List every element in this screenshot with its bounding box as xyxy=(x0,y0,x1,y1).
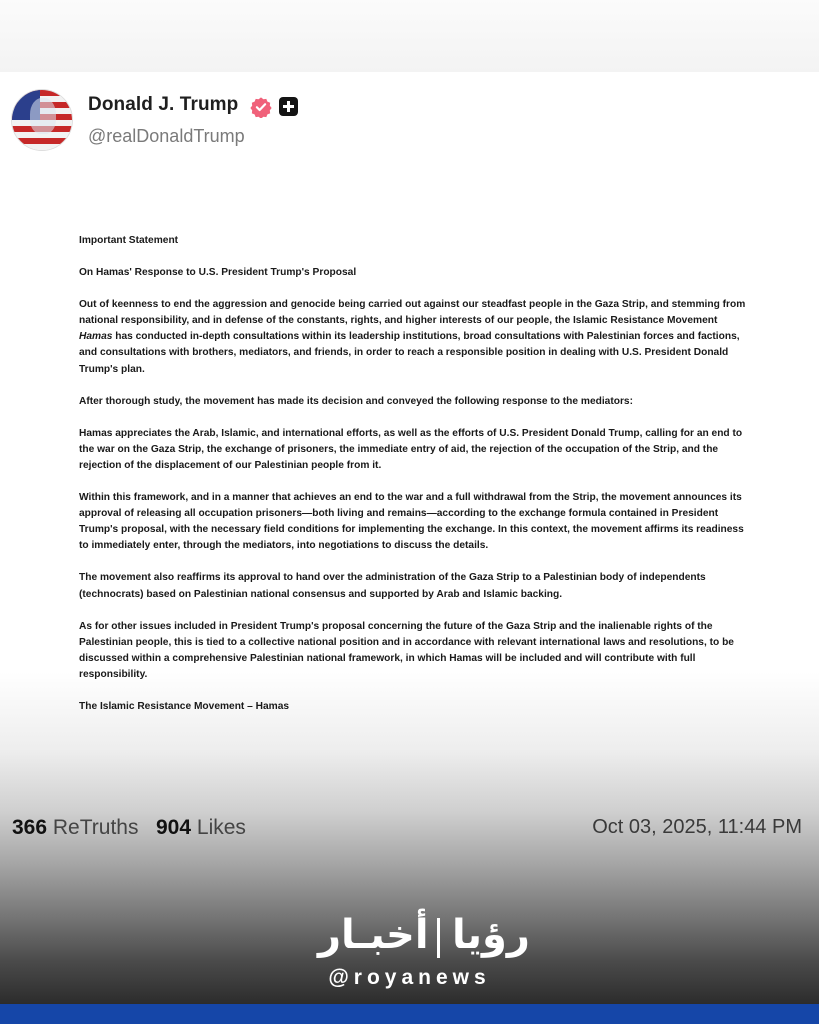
top-strip xyxy=(0,0,819,72)
plus-icon[interactable] xyxy=(279,97,298,116)
likes-label[interactable]: Likes xyxy=(196,816,246,839)
user-handle[interactable]: @realDonaldTrump xyxy=(88,126,245,146)
statement-image xyxy=(79,233,747,731)
statement-paragraph: Out of keenness to end the aggression and genocide being carried out against our steadfast people in the Gaza Strip, and stemming from national responsibility, and in defense of the constants, rights, and higher interests of our people, the Islamic Resistance Movement Hamas has conducted in-depth consultations within its leadership institutions, broad consultations with Palestinian forces and factions, and consultations with brothers, mediators, and friends, in order to reach a responsible position in dealing with U.S. President Donald Trump's plan. xyxy=(79,299,746,375)
statement-paragraph: Hamas appreciates the Arab, Islamic, and international efforts, as well as the efforts of U.S. President Donald Trump, calling for an end to the war on the Gaza Strip, the exchange of prisoners, the immediate entry of aid, the rejection of the occupation of the Strip, and the rejection of the displacement of our Palestinian people from it. xyxy=(79,427,743,471)
bottom-bar xyxy=(0,1004,819,1024)
logo-divider xyxy=(437,918,440,958)
statement-subtitle: On Hamas' Response to U.S. President Trump's Proposal xyxy=(79,267,357,279)
post-stats xyxy=(12,816,246,840)
statement-paragraph: The movement also reaffirms its approval to hand over the administration of the Gaza Strip to a Palestinian body of independents (technocrats) based on Palestinian national consensus and supported by Arab and Islamic backing. xyxy=(79,572,706,600)
logo-arabic-word: أخبـار xyxy=(318,912,429,958)
post-timestamp[interactable]: Oct 03, 2025, 11:44 PM xyxy=(592,816,802,838)
retruths-count[interactable]: 366 xyxy=(12,816,48,839)
verified-badge-icon xyxy=(250,96,272,118)
retruths-label[interactable]: ReTruths xyxy=(52,816,139,839)
statement-paragraph: As for other issues included in President Trump's proposal concerning the future of the Gaza Strip and the inalienable rights of the Palestinian people, this is tied to a collective national position and in accordance with relevant international laws and resolutions, to be discussed within a comprehensive Palestinian national framework, in which Hamas will be included and will contribute with full responsibility. xyxy=(79,620,734,680)
avatar[interactable] xyxy=(12,90,72,150)
display-name[interactable]: Donald J. Trump xyxy=(88,94,239,115)
statement-paragraph: Within this framework, and in a manner that achieves an end to the war and a full withdrawal from the Strip, the movement announces its approval of releasing all occupation prisoners—both living and remains—according to the exchange formula contained in President Trump's proposal, with the necessary field conditions for implementing the exchange. In this context, the movement affirms its readiness to immediately enter, through the mediators, into negotiations to discuss the details. xyxy=(79,492,744,552)
statement-signature: The Islamic Resistance Movement – Hamas xyxy=(79,700,290,712)
likes-count[interactable]: 904 xyxy=(156,816,192,839)
royanews-logo xyxy=(0,908,819,964)
statement-title: Important Statement xyxy=(79,235,179,246)
statement-paragraph: After thorough study, the movement has made its decision and conveyed the following response to the mediators: xyxy=(79,395,633,407)
brand-handle: @royanews xyxy=(328,966,491,989)
logo-mark: رؤيا xyxy=(452,912,530,958)
